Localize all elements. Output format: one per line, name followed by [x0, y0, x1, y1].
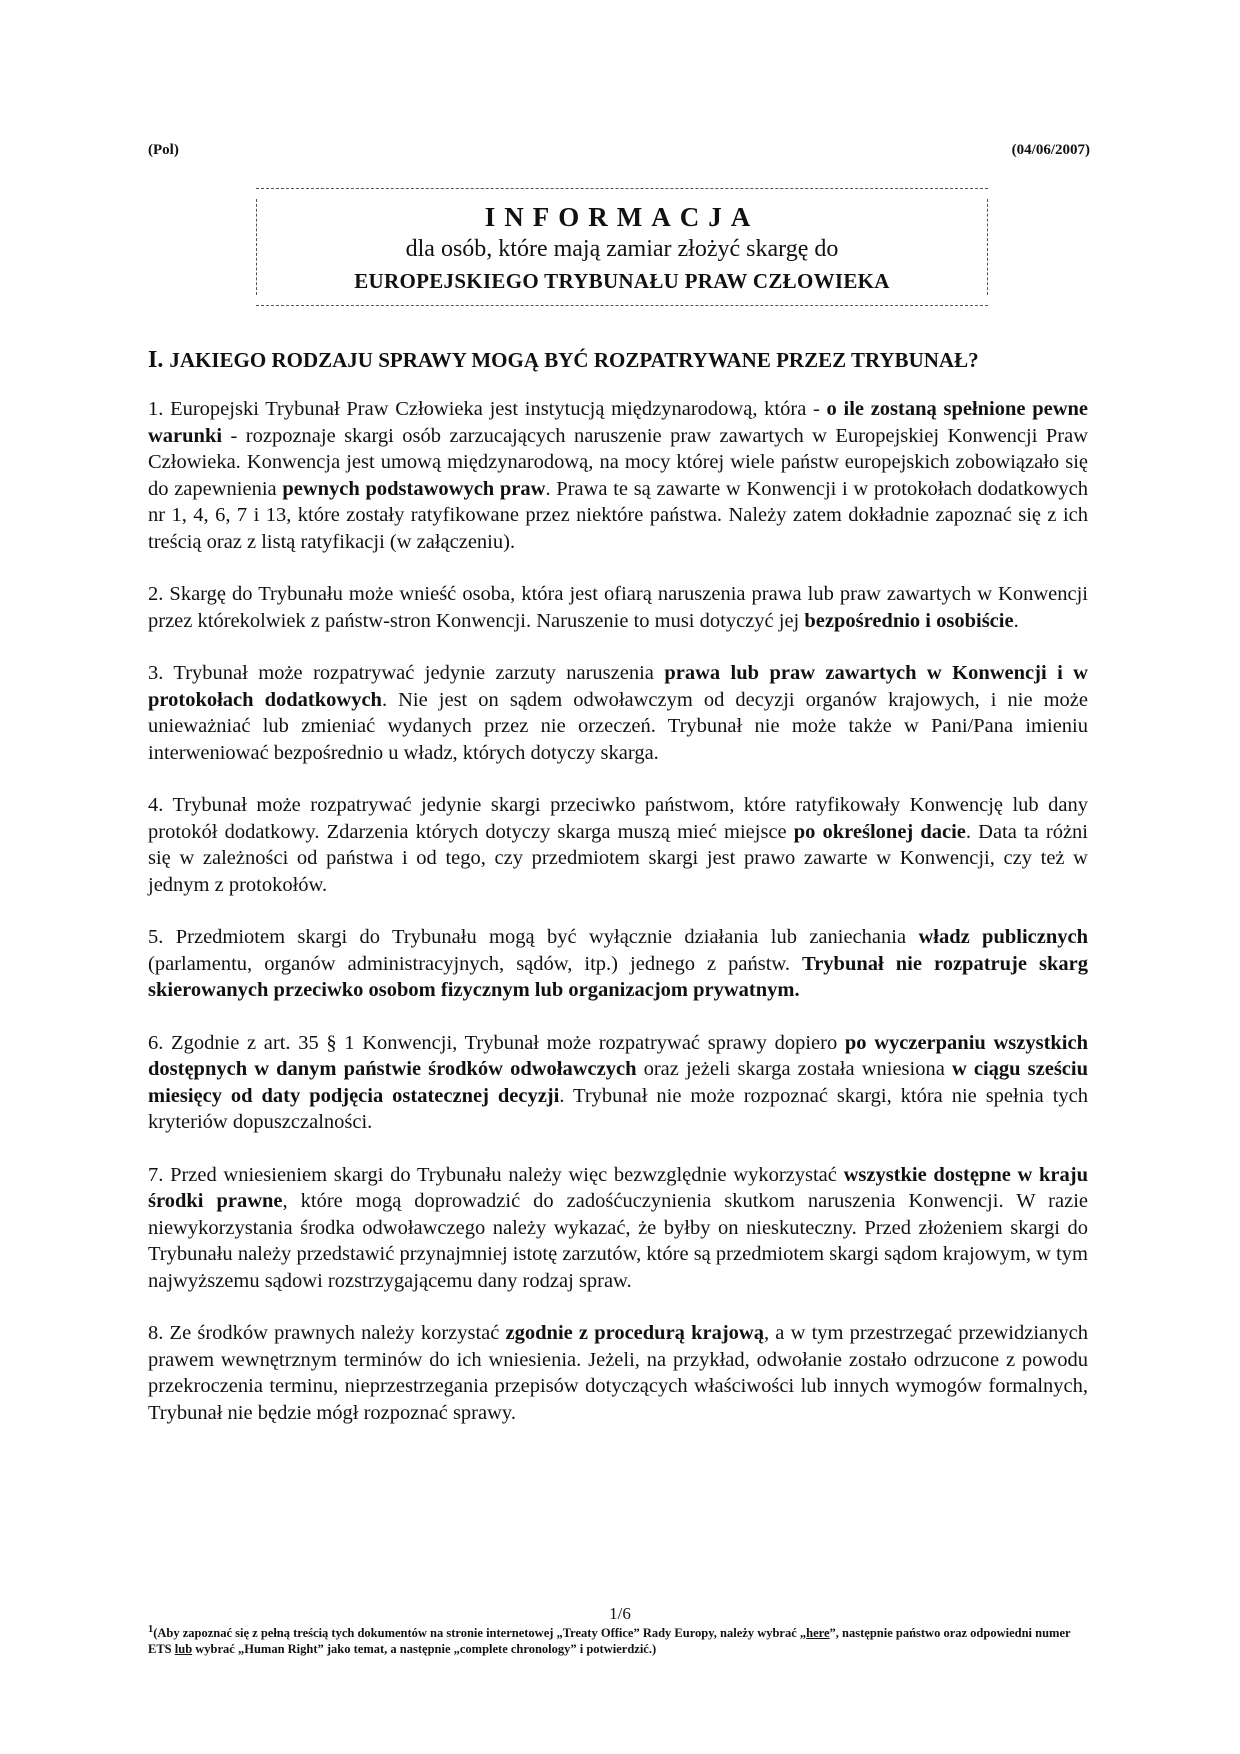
language-code: (Pol) [148, 142, 179, 158]
paragraph-run: 7. Przed wniesieniem skargi do Trybunału należy więc bezwzględnie wykorzystać [148, 1163, 844, 1186]
paragraph [148, 924, 1088, 1004]
footnote-text-3: wybrać „Human Right” jako temat, a następnie „complete chronology” i potwierdzić.) [192, 1642, 657, 1657]
paragraph-bold-run: prawa lub praw zawartych w Konwencji i w protokołach dodatkowych [148, 662, 1088, 711]
paragraph-run: , które mogą doprowadzić do zadośćuczynienia skutkom naruszenia Konwencji. W razie niewykorzystania środka odwoławczego należy wykazać, że byłby on nieskuteczny. Przed złożeniem skargi do Trybunału należy przedstawić przynajmniej istotę zarzutów, które są przedmiotem skargi sądom krajowym, w tym najwyższemu sądowi rozstrzygającemu dany rodzaj spraw. [148, 1190, 1088, 1292]
paragraph-run: . Data ta różni się w zależności od państwa i od tego, czy przedmiotem skargi jest prawo zawarte w Konwencji, czy też w jednym z protokołów. [148, 820, 1088, 896]
document-body [148, 396, 1088, 1452]
paragraph [148, 581, 1088, 634]
paragraph-run: (parlamentu, organów administracyjnych, sądów, itp.) jednego z państw. [148, 952, 803, 975]
footnote-mark: 1 [148, 1624, 154, 1635]
paragraph-bold-run: wszystkie dostępne w kraju środki prawne [148, 1163, 1088, 1212]
paragraph-bold-run: pewnych podstawowych praw [282, 477, 546, 500]
paragraph-run: . Nie jest on sądem odwoławczym od decyzji organów krajowych, i nie może unieważniać lub zmieniać wydanych przez nie orzeczeń. Trybunał nie może także w Pani/Pana imieniu interweniować bezpośrednio u władz, których dotyczy skarga. [148, 688, 1088, 764]
paragraph-bold-run: w ciągu sześciu miesięcy od daty podjęcia ostatecznej decyzji [148, 1058, 1088, 1107]
paragraph-bold-run: Trybunał nie rozpatruje skarg skierowanych przeciwko osobom fizycznym lub organizacjom prywatnym. [148, 952, 1088, 1001]
section-title: JAKIEGO RODZAJU SPRAWY MOGĄ BYĆ ROZPATRYWANE PRZEZ TRYBUNAŁ? [169, 348, 979, 372]
section-heading [148, 347, 1092, 374]
footnote-text-2: ”, następnie państwo oraz odpowiedni numer ETS [148, 1626, 1071, 1657]
paragraph [148, 396, 1088, 555]
paragraph-run: . Trybunał nie może rozpoznać skargi, która nie spełnia tych kryteriów dopuszczalności. [148, 1084, 1089, 1133]
paragraph-run: 8. Ze środków prawnych należy korzystać [148, 1322, 506, 1344]
paragraph [148, 1030, 1088, 1136]
section-number: I. [148, 347, 164, 373]
paragraph-bold-run: bezpośrednio i osobiście [804, 609, 1014, 632]
paragraph-run: , a w tym przestrzegać przewidzianych prawem wewnętrznym terminów do ich wniesienia. Jeżeli, na przykład, odwołanie zostało odrzucone z powodu przekroczenia terminu, nieprzestrzegania przepisów dotyczących właściwości lub innych wymogów formalnych, Trybunał nie będzie mógł rozpoznać sprawy. [148, 1322, 1088, 1424]
paragraph [148, 1162, 1088, 1295]
paragraph-run: 4. Trybunał może rozpatrywać jedynie skargi przeciwko państwom, które ratyfikowały Konwencję lub dany protokół dodatkowy. Zdarzenia których dotyczy skarga muszą mieć miejsce [148, 794, 1088, 843]
paragraph-bold-run: zgodnie z procedurą krajową [505, 1322, 764, 1344]
paragraph-run: 5. Przedmiotem skargi do Trybunału mogą być wyłącznie działania lub zaniechania [148, 926, 919, 948]
title-heading: INFORMACJA [484, 202, 760, 232]
paragraph-run: 1. Europejski Trybunał Praw Człowieka jest instytucją międzynarodową, która - [148, 398, 827, 420]
paragraph-run: 6. Zgodnie z art. 35 § 1 Konwencji, Trybunał może rozpatrywać sprawy dopiero [148, 1031, 845, 1054]
paragraph-run: . [1013, 609, 1019, 632]
page-number: 1/6 [609, 1604, 631, 1623]
paragraph [148, 660, 1088, 766]
footnote [148, 1622, 1092, 1657]
paragraph-bold-run: po określonej dacie [793, 820, 966, 843]
footnote-link-lub[interactable]: lub [174, 1642, 193, 1657]
paragraph-bold-run: po wyczerpaniu wszystkich dostępnych w danym państwie środków odwoławczych [148, 1031, 1088, 1080]
paragraph [148, 792, 1088, 898]
paragraph-run: 3. Trybunał może rozpatrywać jedynie zarzuty naruszenia [148, 662, 665, 684]
document-date: (04/06/2007) [1011, 142, 1090, 158]
footnote-link-here[interactable]: here [806, 1626, 830, 1641]
title-box [256, 188, 988, 306]
paragraph-run: - rozpoznaje skargi osób zarzucających naruszenie praw zawartych w Europejskiej Konwencji Praw Człowieka. Konwencja jest umową międzynarodową, na mocy której wiele państw europejskich zobowiązało się do zapewnienia [148, 424, 1088, 500]
paragraph-run: 2. Skargę do Trybunału może wnieść osoba, która jest ofiarą naruszenia prawa lub praw zawartych w Konwencji przez którekolwiek z państw-stron Konwencji. Naruszenie to musi dotyczyć jej [148, 583, 1088, 632]
title-subtitle: dla osób, które mają zamiar złożyć skargę do [405, 236, 839, 262]
title-court-name: EUROPEJSKIEGO TRYBUNAŁU PRAW CZŁOWIEKA [354, 269, 890, 293]
paragraph-bold-run: władz publicznych [918, 926, 1089, 948]
footnote-text-1: (Aby zapoznać się z pełną treścią tych dokumentów na stronie internetowej „Treaty Office” Rady Europy, należy wybrać „ [153, 1626, 807, 1641]
paragraph-run: . Prawa te są zawarte w Konwencji i w protokołach dodatkowych nr 1, 4, 6, 7 i 13, które zostały ratyfikowane przez niektóre państwa. Należy zatem dokładnie zapoznać się z ich treścią oraz z listą ratyfikacji (w załączeniu). [148, 477, 1088, 553]
paragraph [148, 1320, 1088, 1426]
paragraph-run: oraz jeżeli skarga została wniesiona [636, 1058, 952, 1080]
paragraph-bold-run: o ile zostaną spełnione pewne warunki [148, 398, 1088, 447]
